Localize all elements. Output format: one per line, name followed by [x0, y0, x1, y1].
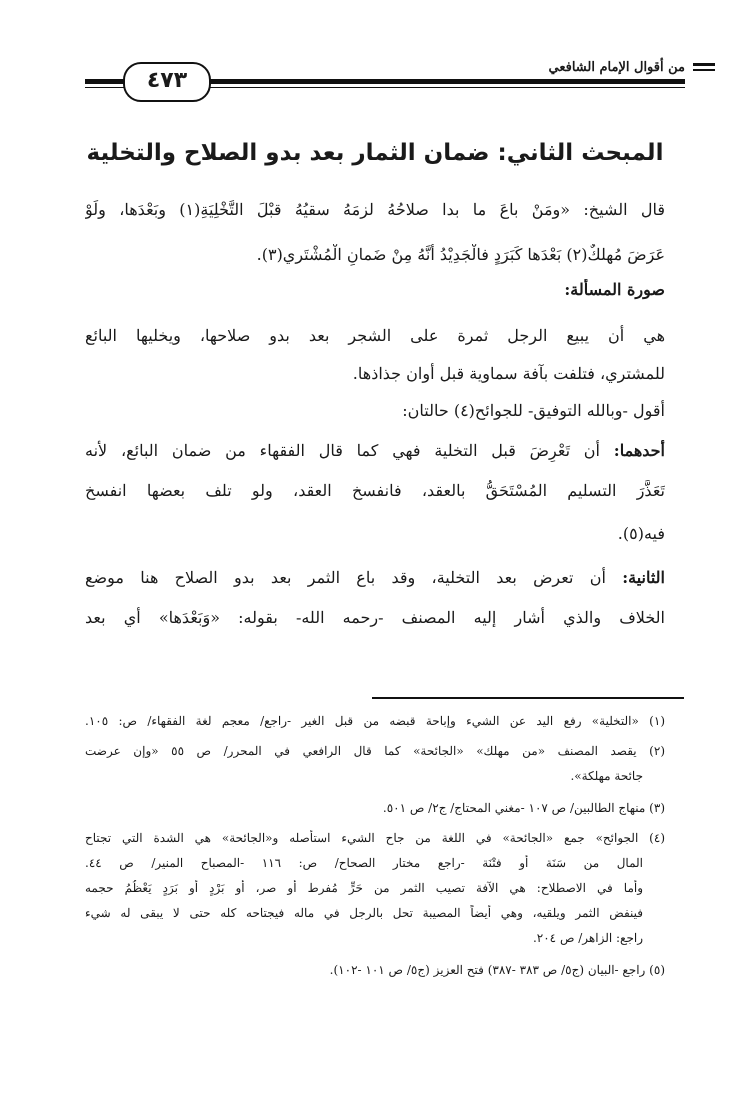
footnote-4: (٤) الجوائح» جمع «الجائحة» في اللغة من جاح الشيء استأصله و«الجائحة» هي الشدة التي تجتاح	[85, 831, 665, 845]
footnote-5: (٥) راجع -البيان (ج٥/ ص ٣٨٣ -٣٨٧) فتح العزيز (ج٥/ ص ١٠١ -١٠٢).	[329, 963, 665, 977]
subheading-case: صورة المسألة:	[564, 280, 665, 299]
body-line-7	[85, 440, 665, 462]
second-case-text: أن تعرض بعد التخلية، وقد باع الثمر بعد بدو الصلاح هنا موضع	[85, 568, 623, 587]
body-line-6: أقول -وبالله التوفيق- للجوائح(٤) حالتان:	[402, 401, 665, 420]
footnote-2-cont: جائحة مهلكة».	[570, 769, 643, 783]
body-line-2: عَرَضَ مُهلكٌ(٢) بَعْدَها كَبَرَدٍ فالْجَدِيْدُ أنَّهُ مِنْ ضَمانِ الْمُشْتَري(٣).	[256, 245, 665, 264]
header-ornament	[693, 63, 715, 71]
second-case-label: الثانية:	[622, 568, 665, 587]
body-line-9: فيه(٥).	[617, 524, 665, 543]
body-line-10	[85, 567, 665, 589]
running-header	[85, 52, 685, 98]
body-line-5: للمشتري، فتلفت بآفة سماوية قبل أوان جذاذها.	[352, 364, 665, 383]
first-case-text: أن تَعْرِضَ قبل التخلية فهي كما قال الفقهاء من ضمان البائع، لأنه	[85, 441, 614, 460]
footnote-4-term: وأما في الاصطلاح: هي الآفة تصيب الثمر من حَرٍّ مُفرط أو صر، أو بَرْدٍ أو بَرَدٍ يَعْظُمُ حجمه	[85, 881, 643, 895]
body-line-1: قال الشيخ: «ومَنْ باعَ ما بدا صلاحُهُ لزمَهُ سقيُهُ قبْلَ التَّخْلِيَةِ(١) وبَعْدَها، ولَوْ	[85, 200, 665, 219]
footnote-1: (١) «التخلية» رفع اليد عن الشيء وإباحة قبضه من قبل الغير -راجع/ معجم لغة الفقهاء/ ص: ١٠٥.	[85, 714, 665, 728]
section-title: المبحث الثاني: ضمان الثمار بعد بدو الصلاح والتخلية	[86, 140, 664, 166]
body-line-11: الخلاف والذي أشار إليه المصنف -رحمه الله- بقوله: «وَبَعْدَها» أي بعد	[85, 608, 665, 627]
page-number: ٤٧٣	[123, 62, 211, 102]
footnote-4-cont: المال من سَنَة أو فتْنَة -راجع مختار الصحاح/ ص: ١١٦ -المصباح المنير/ ص ٤٤.	[85, 856, 643, 870]
footnote-4-ref: راجع: الزاهر/ ص ٢٠٤.	[532, 931, 643, 945]
footnote-separator	[372, 697, 684, 699]
running-title: من أقوال الإمام الشافعي	[548, 60, 685, 75]
body-line-8: تَعَذَّرَ التسليم المُسْتَحَقُّ بالعقد، فانفسخ العقد، ولو تلف بعضها انفسخ	[85, 481, 665, 500]
footnote-2: (٢) يقصد المصنف «من مهلك» «الجائحة» كما قال الرافعي في المحرر/ ص ٥٥ «وإن عرضت	[85, 744, 665, 758]
first-case-label: أحدهما:	[613, 441, 665, 460]
body-line-4: هي أن يبيع الرجل ثمرة على الشجر بعد بدو صلاحها، ويخليها البائع	[85, 326, 665, 345]
footnote-4-term-cont: فينفض الثمر ويلقيه، وهي أيضاً المصيبة تحل بالرجل في ماله فيجتاحه كله حتى لا يبقى له شيء	[85, 906, 643, 920]
footnote-3: (٣) منهاج الطالبين/ ص ١٠٧ -مغني المحتاج/ ج٢/ ص ٥٠١.	[382, 801, 665, 815]
